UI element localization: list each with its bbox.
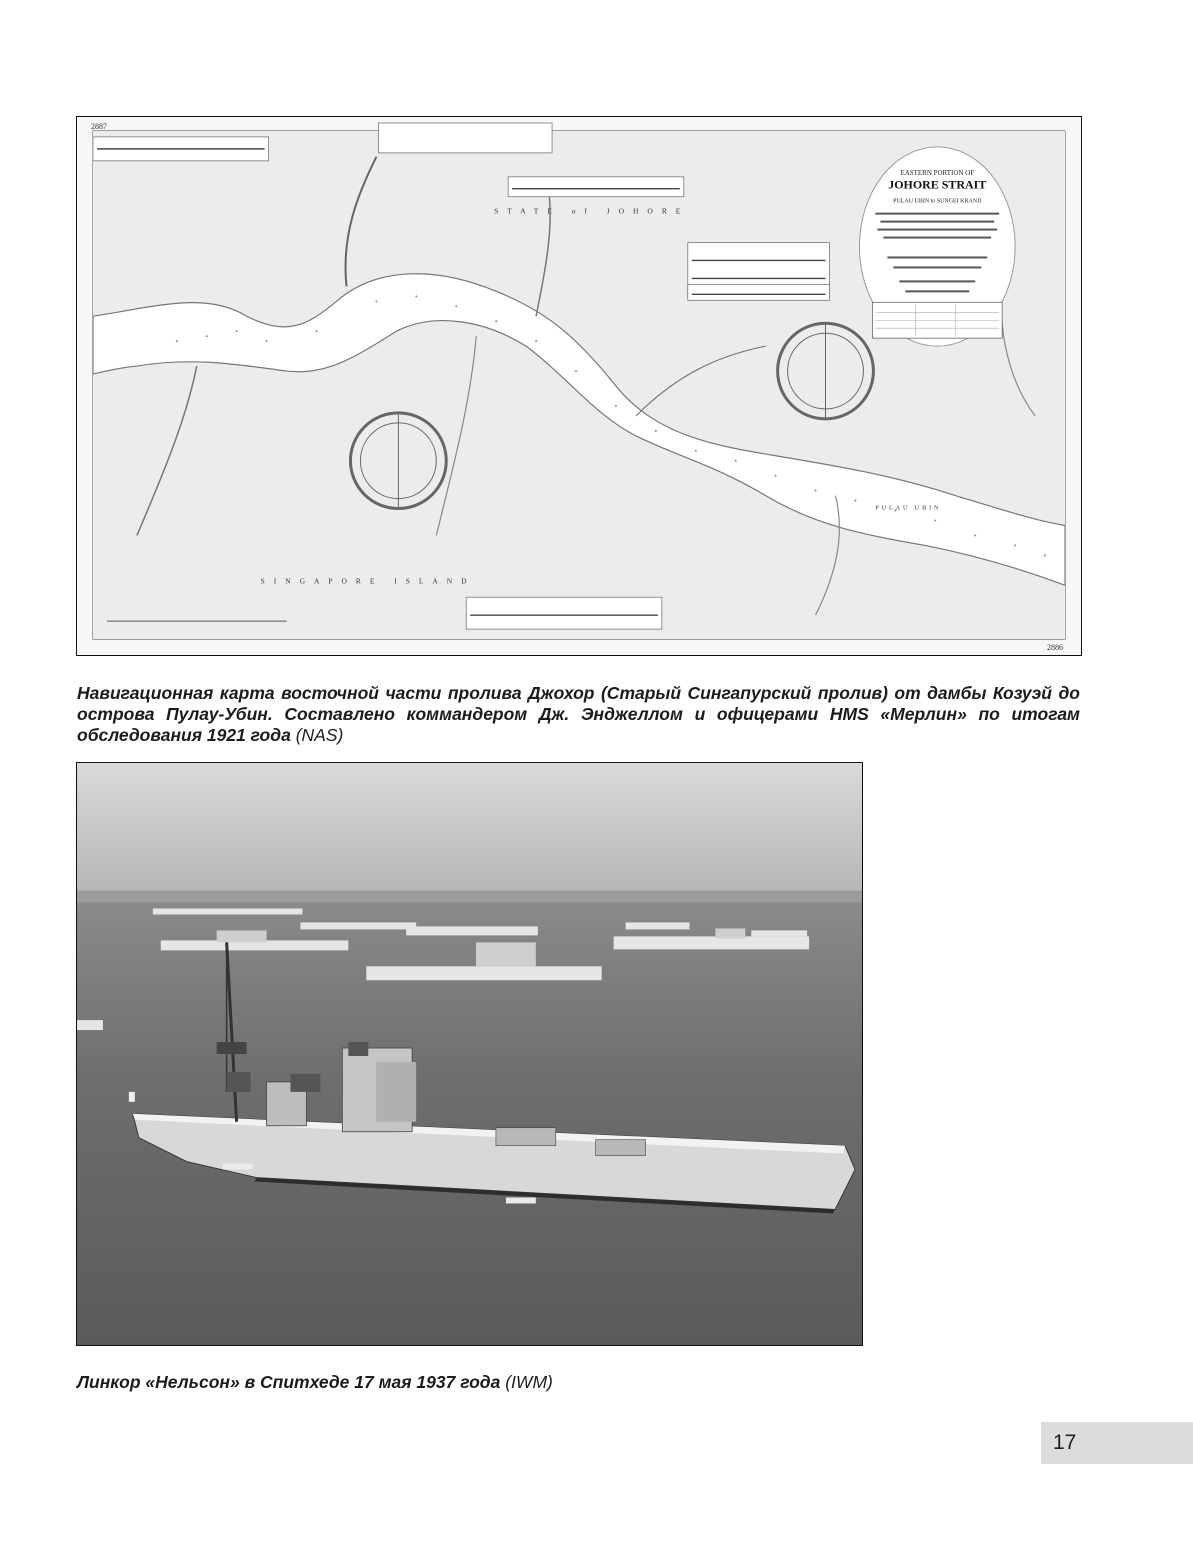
map-caption-text: Навигационная карта восточной части пролива Джохор (Старый Сингапурский пролив) от дамбы Козуэй до острова Пулау-Убин. Составлено коммандером Дж. Энджеллом и офицерами HMS «Мерлин» по итогам обследования 1921 года [77,683,1080,745]
chart-drawing [77,117,1081,655]
chart-title-line1: EASTERN PORTION OF [900,168,975,177]
battleship-photo [76,762,863,1346]
chart-title-line2: JOHORE STRAIT [888,177,987,192]
photo-caption-text: Линкор «Нельсон» в Спитхеде 17 мая 1937 года [77,1372,501,1392]
photo-caption [77,1372,1080,1393]
map-caption [77,683,1080,746]
navigation-chart-image [76,116,1082,656]
page-number-tab [1041,1422,1193,1464]
page-number: 17 [1053,1431,1077,1454]
chart-title-line3: PULAU UBIN to SUNGEI KRANJI [893,198,982,205]
photo-drawing [77,763,862,1345]
label-pulau-ubin: PULAU UBIN [875,505,942,512]
label-singapore-island: SINGAPORE ISLAND [260,576,476,586]
photo-caption-credit: (IWM) [505,1372,553,1392]
sheet-number-right: 2886 [1047,643,1064,653]
label-state-of-johore: STATE of JOHORE [494,206,690,216]
map-caption-credit: (NAS) [295,725,344,745]
sheet-number-left: 2887 [90,121,107,131]
